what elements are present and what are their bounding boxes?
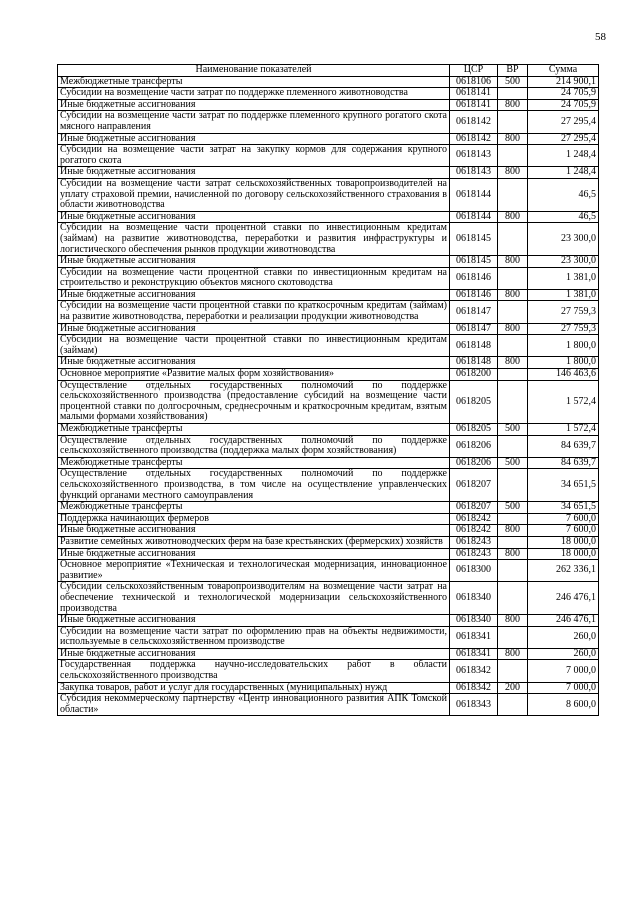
cell-vr: 800	[498, 648, 528, 660]
cell-name: Иные бюджетные ассигнования	[58, 548, 450, 560]
table-row	[58, 682, 599, 694]
cell-csr: 0618206	[450, 457, 498, 469]
cell-csr: 0618142	[450, 133, 498, 145]
cell-vr	[498, 582, 528, 615]
table-header	[58, 65, 599, 77]
cell-name: Основное мероприятие «Развитие малых форм хозяйствования»	[58, 369, 450, 381]
cell-name: Субсидия некоммерческому партнерству «Центр инновационного развития АПК Томской области»	[58, 694, 450, 716]
cell-vr: 500	[498, 76, 528, 88]
cell-vr: 500	[498, 457, 528, 469]
cell-csr: 0618340	[450, 615, 498, 627]
cell-vr	[498, 88, 528, 100]
cell-vr: 500	[498, 502, 528, 514]
cell-vr	[498, 513, 528, 525]
cell-sum: 246 476,1	[528, 582, 599, 615]
cell-sum: 27 295,4	[528, 111, 599, 133]
cell-csr: 0618205	[450, 424, 498, 436]
table-row	[58, 525, 599, 537]
cell-csr: 0618340	[450, 582, 498, 615]
cell-csr: 0618205	[450, 380, 498, 423]
cell-vr: 500	[498, 424, 528, 436]
cell-vr: 800	[498, 99, 528, 111]
cell-name: Иные бюджетные ассигнования	[58, 256, 450, 268]
table-row	[58, 301, 599, 323]
cell-sum: 7 600,0	[528, 525, 599, 537]
cell-vr	[498, 469, 528, 502]
page-number: 58	[595, 31, 606, 43]
cell-sum: 23 300,0	[528, 256, 599, 268]
cell-name: Межбюджетные трансферты	[58, 457, 450, 469]
cell-sum: 84 639,7	[528, 457, 599, 469]
header-name: Наименование показателей	[58, 65, 450, 77]
cell-vr	[498, 536, 528, 548]
table-row	[58, 145, 599, 167]
cell-sum: 18 000,0	[528, 548, 599, 560]
cell-csr: 0618206	[450, 435, 498, 457]
cell-csr: 0618145	[450, 223, 498, 256]
cell-sum: 18 000,0	[528, 536, 599, 548]
cell-csr: 0618342	[450, 660, 498, 682]
cell-vr	[498, 223, 528, 256]
table-row	[58, 289, 599, 301]
cell-sum: 46,5	[528, 211, 599, 223]
cell-sum: 1 248,4	[528, 145, 599, 167]
cell-vr	[498, 111, 528, 133]
table-row	[58, 369, 599, 381]
cell-name: Иные бюджетные ассигнования	[58, 525, 450, 537]
cell-name: Субсидии на возмещение части затрат сельскохозяйственных товаропроизводителей на уплату страховой премии, начисленной по договору сельскохозяйственного страхования в области животноводства	[58, 178, 450, 211]
cell-csr: 0618146	[450, 267, 498, 289]
cell-csr: 0618200	[450, 369, 498, 381]
cell-vr: 200	[498, 682, 528, 694]
cell-sum: 262 336,1	[528, 560, 599, 582]
cell-csr: 0618148	[450, 335, 498, 357]
cell-vr: 800	[498, 548, 528, 560]
cell-name: Субсидии на возмещение части процентной ставки по инвестиционным кредитам на строительство и реконструкцию объектов мясного скотоводства	[58, 267, 450, 289]
cell-vr: 800	[498, 525, 528, 537]
header-sum: Сумма	[528, 65, 599, 77]
table-row	[58, 99, 599, 111]
cell-sum: 7 600,0	[528, 513, 599, 525]
cell-vr	[498, 301, 528, 323]
table-row	[58, 513, 599, 525]
table-row	[58, 626, 599, 648]
cell-csr: 0618243	[450, 536, 498, 548]
table-row	[58, 133, 599, 145]
cell-csr: 0618141	[450, 99, 498, 111]
table-row	[58, 536, 599, 548]
table-body	[58, 76, 599, 716]
header-vr: ВР	[498, 65, 528, 77]
table-row	[58, 88, 599, 100]
cell-sum: 27 295,4	[528, 133, 599, 145]
cell-name: Субсидии сельскохозяйственным товаропроизводителям на возмещение части затрат на обеспечение технической и технологической модернизации сельскохозяйственного производства	[58, 582, 450, 615]
cell-sum: 1 800,0	[528, 335, 599, 357]
cell-vr	[498, 694, 528, 716]
table-row	[58, 223, 599, 256]
cell-csr: 0618143	[450, 145, 498, 167]
table-row	[58, 694, 599, 716]
cell-name: Субсидии на возмещение части затрат по поддержке племенного крупного рогатого скота мясного направления	[58, 111, 450, 133]
cell-vr: 800	[498, 211, 528, 223]
cell-name: Иные бюджетные ассигнования	[58, 357, 450, 369]
cell-vr	[498, 380, 528, 423]
cell-name: Иные бюджетные ассигнования	[58, 289, 450, 301]
cell-csr: 0618342	[450, 682, 498, 694]
cell-name: Закупка товаров, работ и услуг для государственных (муниципальных) нужд	[58, 682, 450, 694]
cell-name: Субсидии на возмещение части затрат по поддержке племенного животноводства	[58, 88, 450, 100]
cell-vr	[498, 335, 528, 357]
cell-sum: 146 463,6	[528, 369, 599, 381]
cell-sum: 23 300,0	[528, 223, 599, 256]
cell-csr: 0618341	[450, 648, 498, 660]
cell-vr	[498, 267, 528, 289]
cell-name: Субсидии на возмещение части процентной ставки по инвестиционным кредитам (займам)	[58, 335, 450, 357]
table-row	[58, 582, 599, 615]
table-row	[58, 560, 599, 582]
table-row	[58, 660, 599, 682]
cell-csr: 0618300	[450, 560, 498, 582]
table-row	[58, 380, 599, 423]
cell-csr: 0618147	[450, 301, 498, 323]
table-row	[58, 469, 599, 502]
cell-name: Иные бюджетные ассигнования	[58, 133, 450, 145]
cell-sum: 84 639,7	[528, 435, 599, 457]
cell-sum: 1 381,0	[528, 267, 599, 289]
cell-name: Иные бюджетные ассигнования	[58, 648, 450, 660]
cell-name: Государственная поддержка научно-исследовательских работ в области сельскохозяйственного производства	[58, 660, 450, 682]
cell-name: Развитие семейных животноводческих ферм на базе крестьянских (фермерских) хозяйств	[58, 536, 450, 548]
cell-name: Межбюджетные трансферты	[58, 76, 450, 88]
table-row	[58, 548, 599, 560]
cell-name: Осуществление отдельных государственных полномочий по поддержке сельскохозяйственного производства (предоставление субсидий на возмещение части процентной ставки по долгосрочным, среднесрочным и краткосрочным кредитам, взятым малыми формами хозяйствования)	[58, 380, 450, 423]
cell-vr	[498, 145, 528, 167]
cell-vr	[498, 369, 528, 381]
cell-csr: 0618207	[450, 469, 498, 502]
cell-sum: 7 000,0	[528, 660, 599, 682]
cell-csr: 0618145	[450, 256, 498, 268]
cell-sum: 246 476,1	[528, 615, 599, 627]
cell-name: Иные бюджетные ассигнования	[58, 211, 450, 223]
cell-sum: 260,0	[528, 626, 599, 648]
cell-vr	[498, 660, 528, 682]
cell-csr: 0618147	[450, 323, 498, 335]
cell-name: Основное мероприятие «Техническая и технологическая модернизация, инновационное развитие»	[58, 560, 450, 582]
budget-table	[57, 64, 599, 716]
cell-sum: 34 651,5	[528, 502, 599, 514]
cell-sum: 260,0	[528, 648, 599, 660]
cell-csr: 0618141	[450, 88, 498, 100]
cell-name: Осуществление отдельных государственных полномочий по поддержке сельскохозяйственного производства, в том числе на осуществление управленческих функций органами местного самоуправления	[58, 469, 450, 502]
cell-name: Межбюджетные трансферты	[58, 424, 450, 436]
cell-sum: 1 572,4	[528, 380, 599, 423]
cell-name: Субсидии на возмещение части процентной ставки по инвестиционным кредитам (займам) на развитие животноводства, переработки и развития инфраструктуры и логистического обеспечения рынков продукции животноводства	[58, 223, 450, 256]
cell-sum: 7 000,0	[528, 682, 599, 694]
cell-vr: 800	[498, 289, 528, 301]
cell-vr: 800	[498, 167, 528, 179]
cell-sum: 1 572,4	[528, 424, 599, 436]
cell-csr: 0618143	[450, 167, 498, 179]
cell-name: Межбюджетные трансферты	[58, 502, 450, 514]
table-row	[58, 357, 599, 369]
table-row	[58, 178, 599, 211]
cell-name: Поддержка начинающих фермеров	[58, 513, 450, 525]
table-row	[58, 424, 599, 436]
cell-name: Субсидии на возмещение части процентной ставки по краткосрочным кредитам (займам) на развитие животноводства, переработки и реализации продукции животноводства	[58, 301, 450, 323]
cell-vr: 800	[498, 357, 528, 369]
cell-csr: 0618343	[450, 694, 498, 716]
cell-vr	[498, 560, 528, 582]
cell-csr: 0618243	[450, 548, 498, 560]
cell-csr: 0618144	[450, 211, 498, 223]
cell-sum: 1 800,0	[528, 357, 599, 369]
cell-sum: 27 759,3	[528, 301, 599, 323]
cell-name: Иные бюджетные ассигнования	[58, 323, 450, 335]
cell-sum: 46,5	[528, 178, 599, 211]
cell-csr: 0618341	[450, 626, 498, 648]
table-row	[58, 76, 599, 88]
cell-vr: 800	[498, 256, 528, 268]
table-row	[58, 256, 599, 268]
cell-sum: 8 600,0	[528, 694, 599, 716]
table-row	[58, 267, 599, 289]
cell-vr	[498, 626, 528, 648]
cell-name: Иные бюджетные ассигнования	[58, 167, 450, 179]
table-row	[58, 111, 599, 133]
table-row	[58, 457, 599, 469]
cell-csr: 0618242	[450, 513, 498, 525]
table-row	[58, 323, 599, 335]
cell-csr: 0618242	[450, 525, 498, 537]
table-row	[58, 335, 599, 357]
cell-name: Осуществление отдельных государственных полномочий по поддержке сельскохозяйственного производства (поддержка малых форм хозяйствования)	[58, 435, 450, 457]
cell-name: Субсидии на возмещение части затрат по оформлению прав на объекты недвижимости, используемые в сельскохозяйственном производстве	[58, 626, 450, 648]
header-row	[58, 65, 599, 77]
table-row	[58, 615, 599, 627]
cell-vr: 800	[498, 615, 528, 627]
cell-csr: 0618146	[450, 289, 498, 301]
cell-sum: 214 900,1	[528, 76, 599, 88]
cell-csr: 0618207	[450, 502, 498, 514]
cell-csr: 0618144	[450, 178, 498, 211]
cell-vr: 800	[498, 133, 528, 145]
cell-csr: 0618142	[450, 111, 498, 133]
cell-csr: 0618106	[450, 76, 498, 88]
cell-sum: 1 248,4	[528, 167, 599, 179]
table-row	[58, 211, 599, 223]
cell-sum: 24 705,9	[528, 99, 599, 111]
header-csr: ЦСР	[450, 65, 498, 77]
cell-sum: 24 705,9	[528, 88, 599, 100]
cell-name: Субсидии на возмещение части затрат на закупку кормов для содержания крупного рогатого скота	[58, 145, 450, 167]
cell-csr: 0618148	[450, 357, 498, 369]
cell-vr	[498, 435, 528, 457]
table-row	[58, 648, 599, 660]
cell-sum: 1 381,0	[528, 289, 599, 301]
cell-vr	[498, 178, 528, 211]
table-row	[58, 435, 599, 457]
cell-sum: 34 651,5	[528, 469, 599, 502]
table-row	[58, 502, 599, 514]
cell-name: Иные бюджетные ассигнования	[58, 615, 450, 627]
cell-name: Иные бюджетные ассигнования	[58, 99, 450, 111]
table-row	[58, 167, 599, 179]
cell-sum: 27 759,3	[528, 323, 599, 335]
cell-vr: 800	[498, 323, 528, 335]
